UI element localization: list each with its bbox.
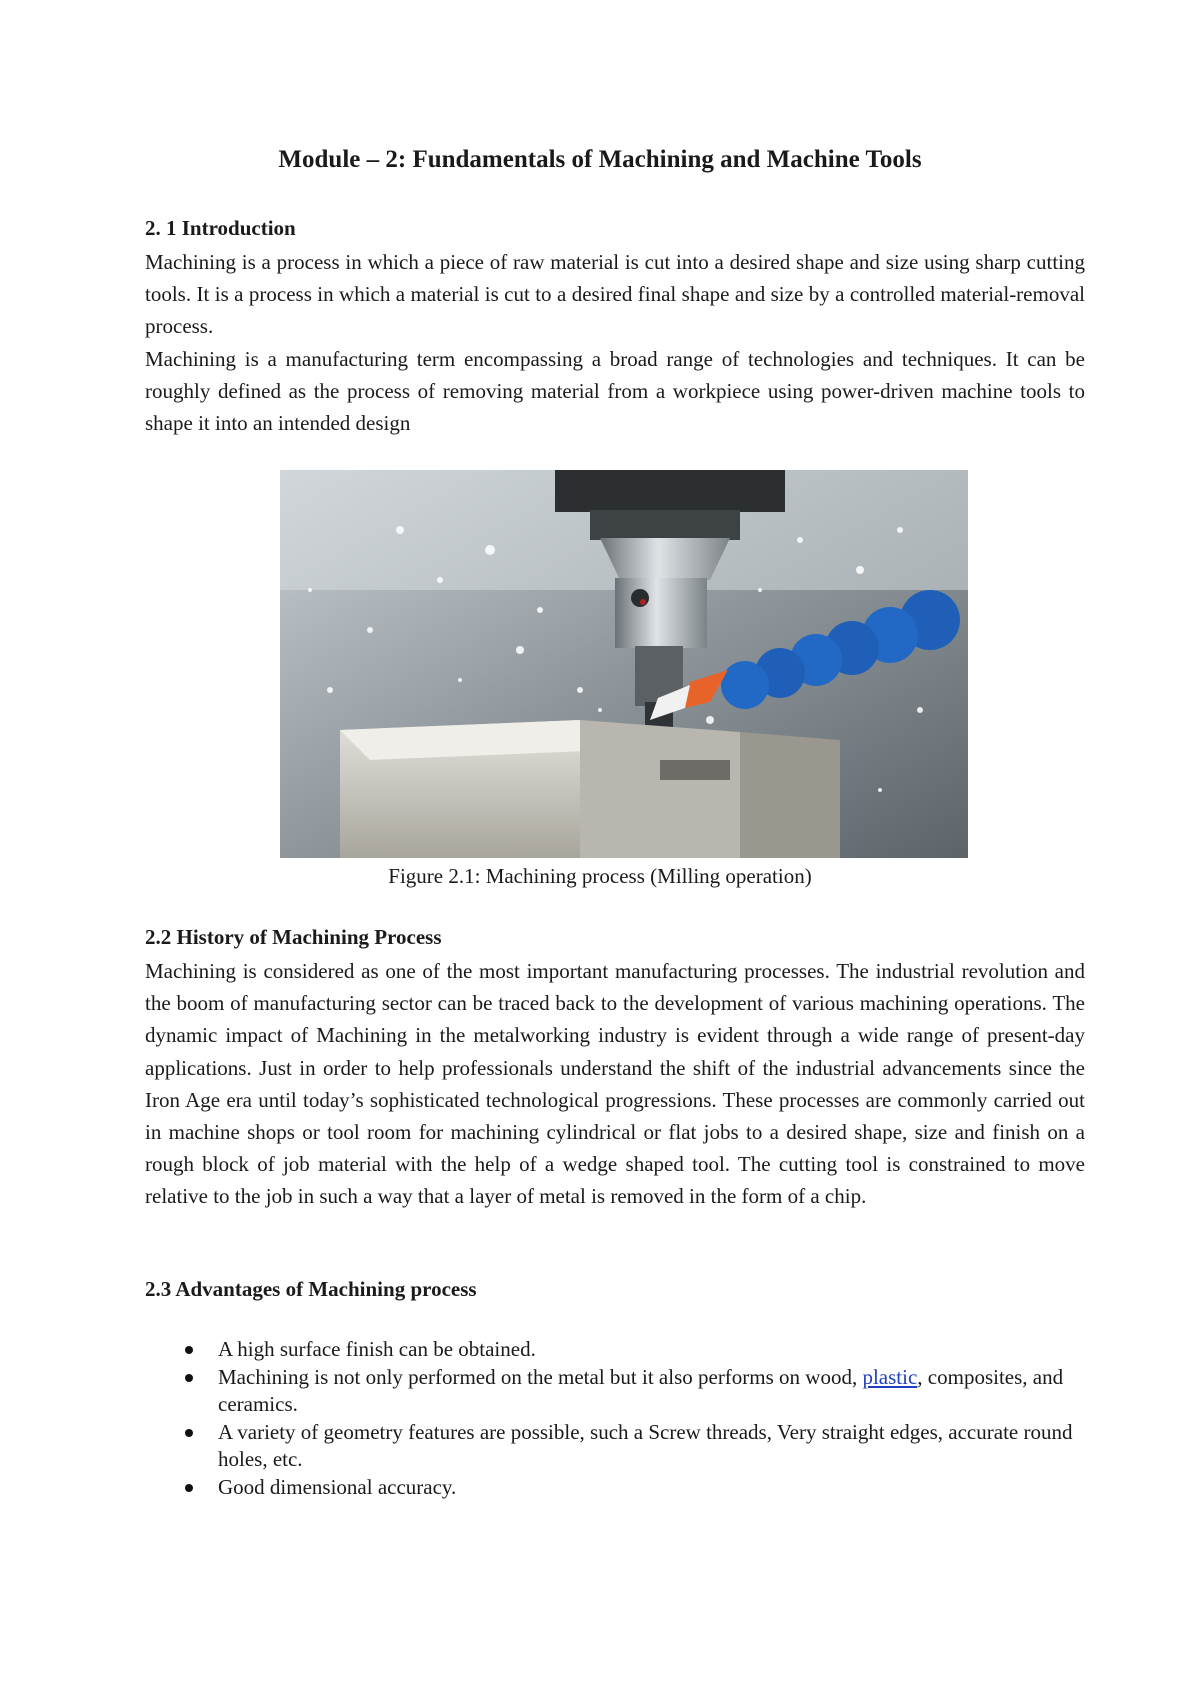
bullet-icon: [185, 1346, 193, 1354]
list-item: [145, 1419, 1085, 1473]
history-paragraph: Machining is considered as one of the most important manufacturing processes. The industrial revolution and the boom of manufacturing sector can be traced back to the development of various machining operations. The dynamic impact of Machining in the metalworking industry is evident through a wide range of present-day applications. Just in order to help professionals understand the shift of the industrial advancements since the Iron Age era until today’s sophisticated technological progressions. These processes are commonly carried out in machine shops or tool room for machining cylindrical or flat jobs to a desired shape, size and finish on a rough block of job material with the help of a wedge shaped tool. The cutting tool is constrained to move relative to the job in such a way that a layer of metal is removed in the form of a chip.: [145, 959, 1085, 1209]
list-item-text: Good dimensional accuracy.: [218, 1475, 457, 1499]
list-item: [145, 1474, 1085, 1501]
bullet-icon: [185, 1374, 193, 1382]
list-item-text: A high surface finish can be obtained.: [218, 1337, 536, 1361]
bullet-icon: [185, 1429, 193, 1437]
bullet-icon: [185, 1484, 193, 1492]
figure-caption: Figure 2.1: Machining process (Milling operation): [388, 864, 812, 888]
list-item-text: A variety of geometry features are possible, such a Screw threads, Very straight edges, accurate round holes, etc.: [218, 1420, 1073, 1471]
intro-paragraph-1: Machining is a process in which a piece of raw material is cut into a desired shape and size using sharp cutting tools. It is a process in which a material is cut to a desired final shape and size by a controlled material-removal process.: [145, 250, 1085, 339]
intro-paragraph-2: Machining is a manufacturing term encompassing a broad range of technologies and techniques. It can be roughly defined as the process of removing material from a workpiece using power-driven machine tools to shape it into an intended design: [145, 347, 1085, 436]
section-heading-introduction: 2. 1 Introduction: [145, 216, 296, 240]
list-item-text: Machining is not only performed on the metal but it also performs on wood,: [218, 1365, 863, 1389]
plastic-link[interactable]: plastic: [862, 1365, 918, 1389]
section-heading-history: 2.2 History of Machining Process: [145, 925, 442, 949]
milling-operation-photo: [280, 470, 968, 858]
list-item: [145, 1336, 1085, 1363]
advantages-list: [145, 1336, 1085, 1502]
list-item: [145, 1364, 1085, 1418]
section-heading-advantages: 2.3 Advantages of Machining process: [145, 1277, 477, 1301]
page-title: Module – 2: Fundamentals of Machining and Machine Tools: [278, 146, 922, 173]
list-item-text: , composites, and ceramics.: [218, 1365, 1064, 1416]
